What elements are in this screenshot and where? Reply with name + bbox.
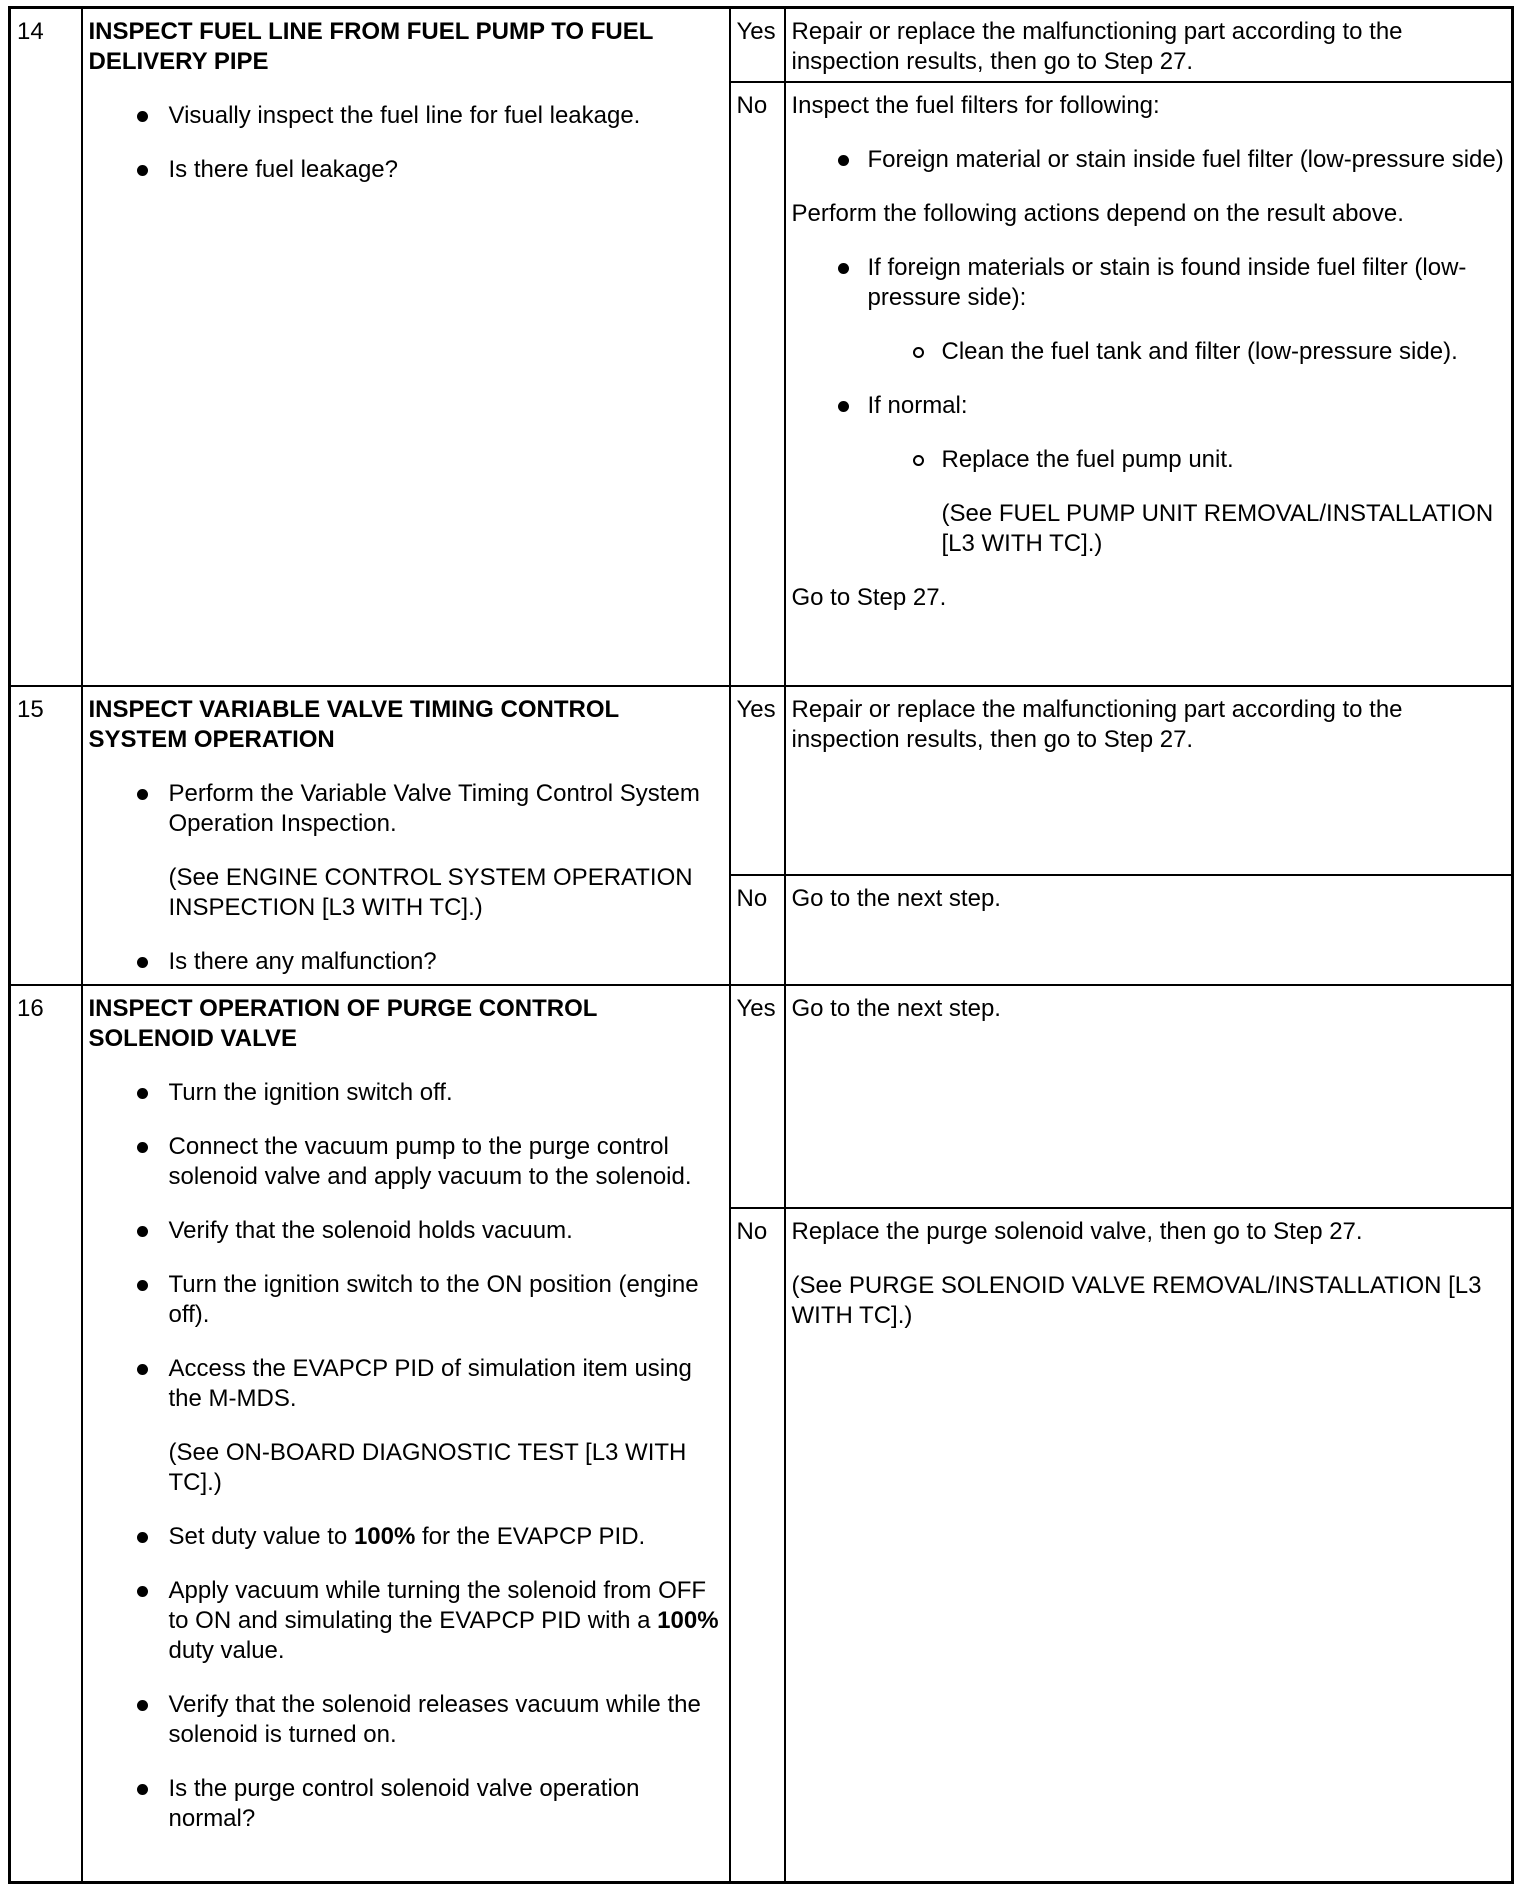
inspection-item <box>89 1522 723 1552</box>
action-text: Go to the next step. <box>791 995 1001 1022</box>
sub-action-item: Clean the fuel tank and filter (low-pressure side). <box>792 337 1506 367</box>
diagnostic-procedure-table <box>8 6 1514 1884</box>
reference-text: (See ENGINE CONTROL SYSTEM OPERATION INSPECTION [L3 WITH TC].) <box>168 864 693 921</box>
step-inspection-cell <box>82 8 730 687</box>
sub-action-item: Replace the fuel pump unit. <box>792 445 1506 475</box>
yes-action <box>785 985 1513 1208</box>
inspection-list <box>89 947 723 977</box>
action-text: Replace the purge solenoid valve, then go to Step 27. <box>791 1218 1363 1245</box>
no-label: No <box>730 875 785 985</box>
no-action <box>785 1208 1513 1882</box>
step-title: INSPECT FUEL LINE FROM FUEL PUMP TO FUEL DELIVERY PIPE <box>88 18 653 75</box>
inspection-item: Is there any malfunction? <box>89 947 723 977</box>
text: duty value. <box>168 1637 285 1664</box>
text: Set duty value to <box>168 1523 354 1550</box>
inspection-item: Verify that the solenoid holds vacuum. <box>89 1216 723 1246</box>
no-label: No <box>730 82 785 686</box>
step-number: 15 <box>10 686 82 985</box>
reference-text: (See FUEL PUMP UNIT REMOVAL/INSTALLATION [L3 WITH TC].) <box>941 500 1494 557</box>
yes-action <box>785 8 1513 83</box>
reference-text: (See ON-BOARD DIAGNOSTIC TEST [L3 WITH TC].) <box>168 1439 687 1496</box>
inspection-item: Perform the Variable Valve Timing Control System Operation Inspection. <box>89 779 723 839</box>
yes-label: Yes <box>730 686 785 875</box>
inspection-item: Turn the ignition switch off. <box>89 1078 723 1108</box>
action-text: Repair or replace the malfunctioning part according to the inspection results, then go to Step 27. <box>791 18 1403 75</box>
action-text: Perform the following actions depend on the result above. <box>791 200 1404 227</box>
inspection-item: Connect the vacuum pump to the purge control solenoid valve and apply vacuum to the solenoid. <box>89 1132 723 1192</box>
inspection-item: Access the EVAPCP PID of simulation item using the M-MDS. <box>89 1354 723 1414</box>
yes-action <box>785 686 1513 875</box>
condition-item: If foreign materials or stain is found inside fuel filter (low-pressure side): <box>792 253 1506 313</box>
duty-value: 100% <box>657 1607 719 1634</box>
step-number: 16 <box>10 985 82 1882</box>
action-text: Inspect the fuel filters for following: <box>791 92 1160 119</box>
step-number: 14 <box>10 8 82 687</box>
no-label: No <box>730 1208 785 1882</box>
inspection-list <box>89 101 723 185</box>
inspection-list <box>89 779 723 839</box>
check-item: Foreign material or stain inside fuel filter (low-pressure side) <box>792 145 1506 175</box>
inspection-item: Visually inspect the fuel line for fuel leakage. <box>89 101 723 131</box>
step-16-yes-row <box>10 985 1513 1208</box>
duty-value: 100% <box>353 1523 416 1550</box>
yes-label: Yes <box>730 985 785 1208</box>
text: for the EVAPCP PID. <box>415 1523 646 1550</box>
step-title: INSPECT OPERATION OF PURGE CONTROL SOLENOID VALVE <box>88 995 597 1052</box>
step-inspection-cell <box>82 686 730 985</box>
inspection-item <box>89 1576 723 1666</box>
inspection-list <box>89 1522 723 1834</box>
step-15-yes-row <box>10 686 1513 875</box>
inspection-item: Turn the ignition switch to the ON position (engine off). <box>89 1270 723 1330</box>
step-inspection-cell <box>82 985 730 1882</box>
action-text: Repair or replace the malfunctioning part according to the inspection results, then go to Step 27. <box>791 696 1403 753</box>
action-text: Go to the next step. <box>791 885 1001 912</box>
action-text: Go to Step 27. <box>791 584 947 611</box>
step-14-yes-row <box>10 8 1513 83</box>
reference-text: (See PURGE SOLENOID VALVE REMOVAL/INSTALLATION [L3 WITH TC].) <box>791 1272 1482 1329</box>
inspection-item: Verify that the solenoid releases vacuum while the solenoid is turned on. <box>89 1690 723 1750</box>
step-title: INSPECT VARIABLE VALVE TIMING CONTROL SYSTEM OPERATION <box>88 696 619 753</box>
no-action <box>785 82 1513 686</box>
condition-item: If normal: <box>792 391 1506 421</box>
yes-label: Yes <box>730 8 785 83</box>
no-action <box>785 875 1513 985</box>
inspection-item: Is there fuel leakage? <box>89 155 723 185</box>
inspection-list <box>89 1078 723 1414</box>
inspection-item: Is the purge control solenoid valve operation normal? <box>89 1774 723 1834</box>
text: Apply vacuum while turning the solenoid from OFF to ON and simulating the EVAPCP PID with a <box>168 1577 707 1634</box>
